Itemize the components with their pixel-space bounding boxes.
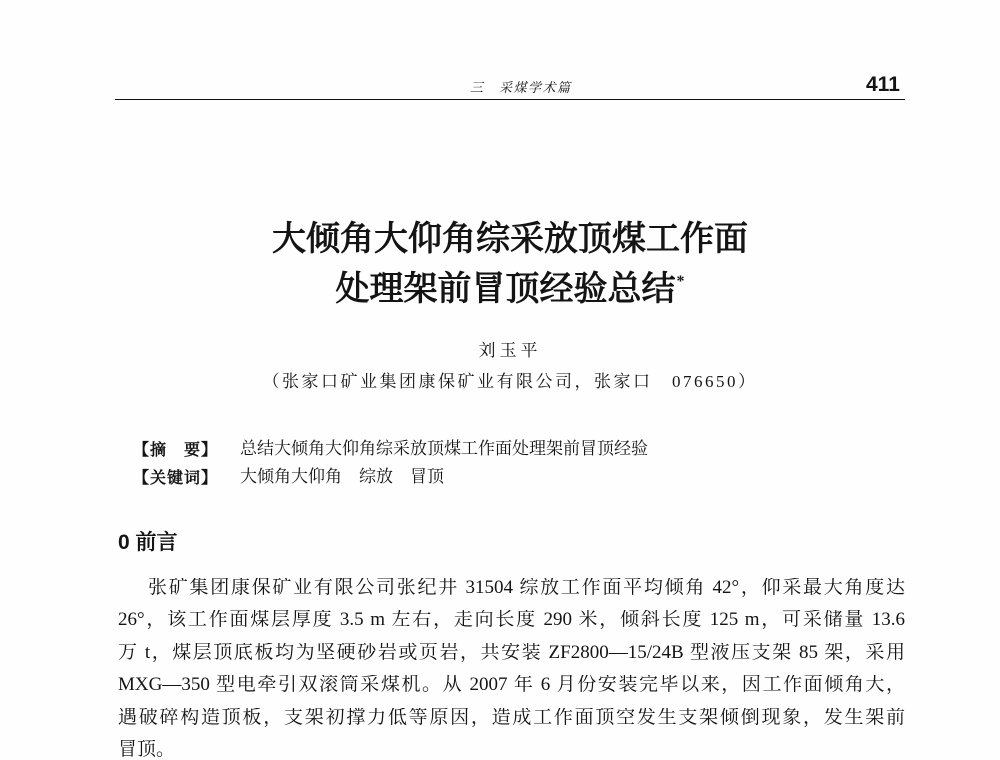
abstract-text: 总结大倾角大仰角综采放顶煤工作面处理架前冒顶经验 — [240, 439, 648, 459]
author-name: 刘玉平 — [478, 341, 542, 360]
body-paragraph — [118, 578, 905, 759]
body-line: 遇破碎构造顶板，支架初撑力低等原因，造成工作面顶空发生支架倾倒现象，发生架前 — [118, 707, 905, 727]
page-number: 411 — [866, 73, 900, 96]
body-line: 张矿集团康保矿业有限公司张纪井 31504 综放工作面平均倾角 42°，仰采最大角度达 — [148, 578, 905, 597]
body-line: 万 t，煤层顶底板均为坚硬砂岩或页岩，共安装 ZF2800—15/24B 型液压支架 85 架，采用 — [118, 642, 905, 662]
title-line-2 — [115, 270, 905, 316]
title-line-2-text: 处理架前冒顶经验总结 — [335, 271, 676, 308]
keywords-label: 【关键词】 — [133, 468, 219, 487]
keywords-text: 大倾角大仰角 综放 冒顶 — [240, 467, 444, 487]
title-line-1-text: 大倾角大仰角综采放顶煤工作面 — [272, 221, 748, 258]
body-line: MXG—350 型电牵引双滚筒采煤机。从 2007 年 6 月份安装完毕以来，因工作面倾角大， — [118, 675, 905, 695]
title-line-1 — [115, 220, 905, 260]
author-affiliation: （张家口矿业集团康保矿业有限公司，张家口 076650） — [262, 372, 758, 391]
section-heading: 0 前言 — [118, 531, 178, 554]
abstract-label: 【摘 要】 — [133, 440, 219, 459]
running-header-section: 三 采煤学术篇 — [470, 80, 572, 95]
body-line: 冒顶。 — [118, 739, 176, 759]
title-footnote-mark: * — [676, 273, 685, 290]
header-rule — [115, 99, 905, 100]
body-line: 26°，该工作面煤层厚度 3.5 m 左右，走向长度 290 米，倾斜长度 125 m，可采储量 13.6 — [118, 610, 905, 630]
